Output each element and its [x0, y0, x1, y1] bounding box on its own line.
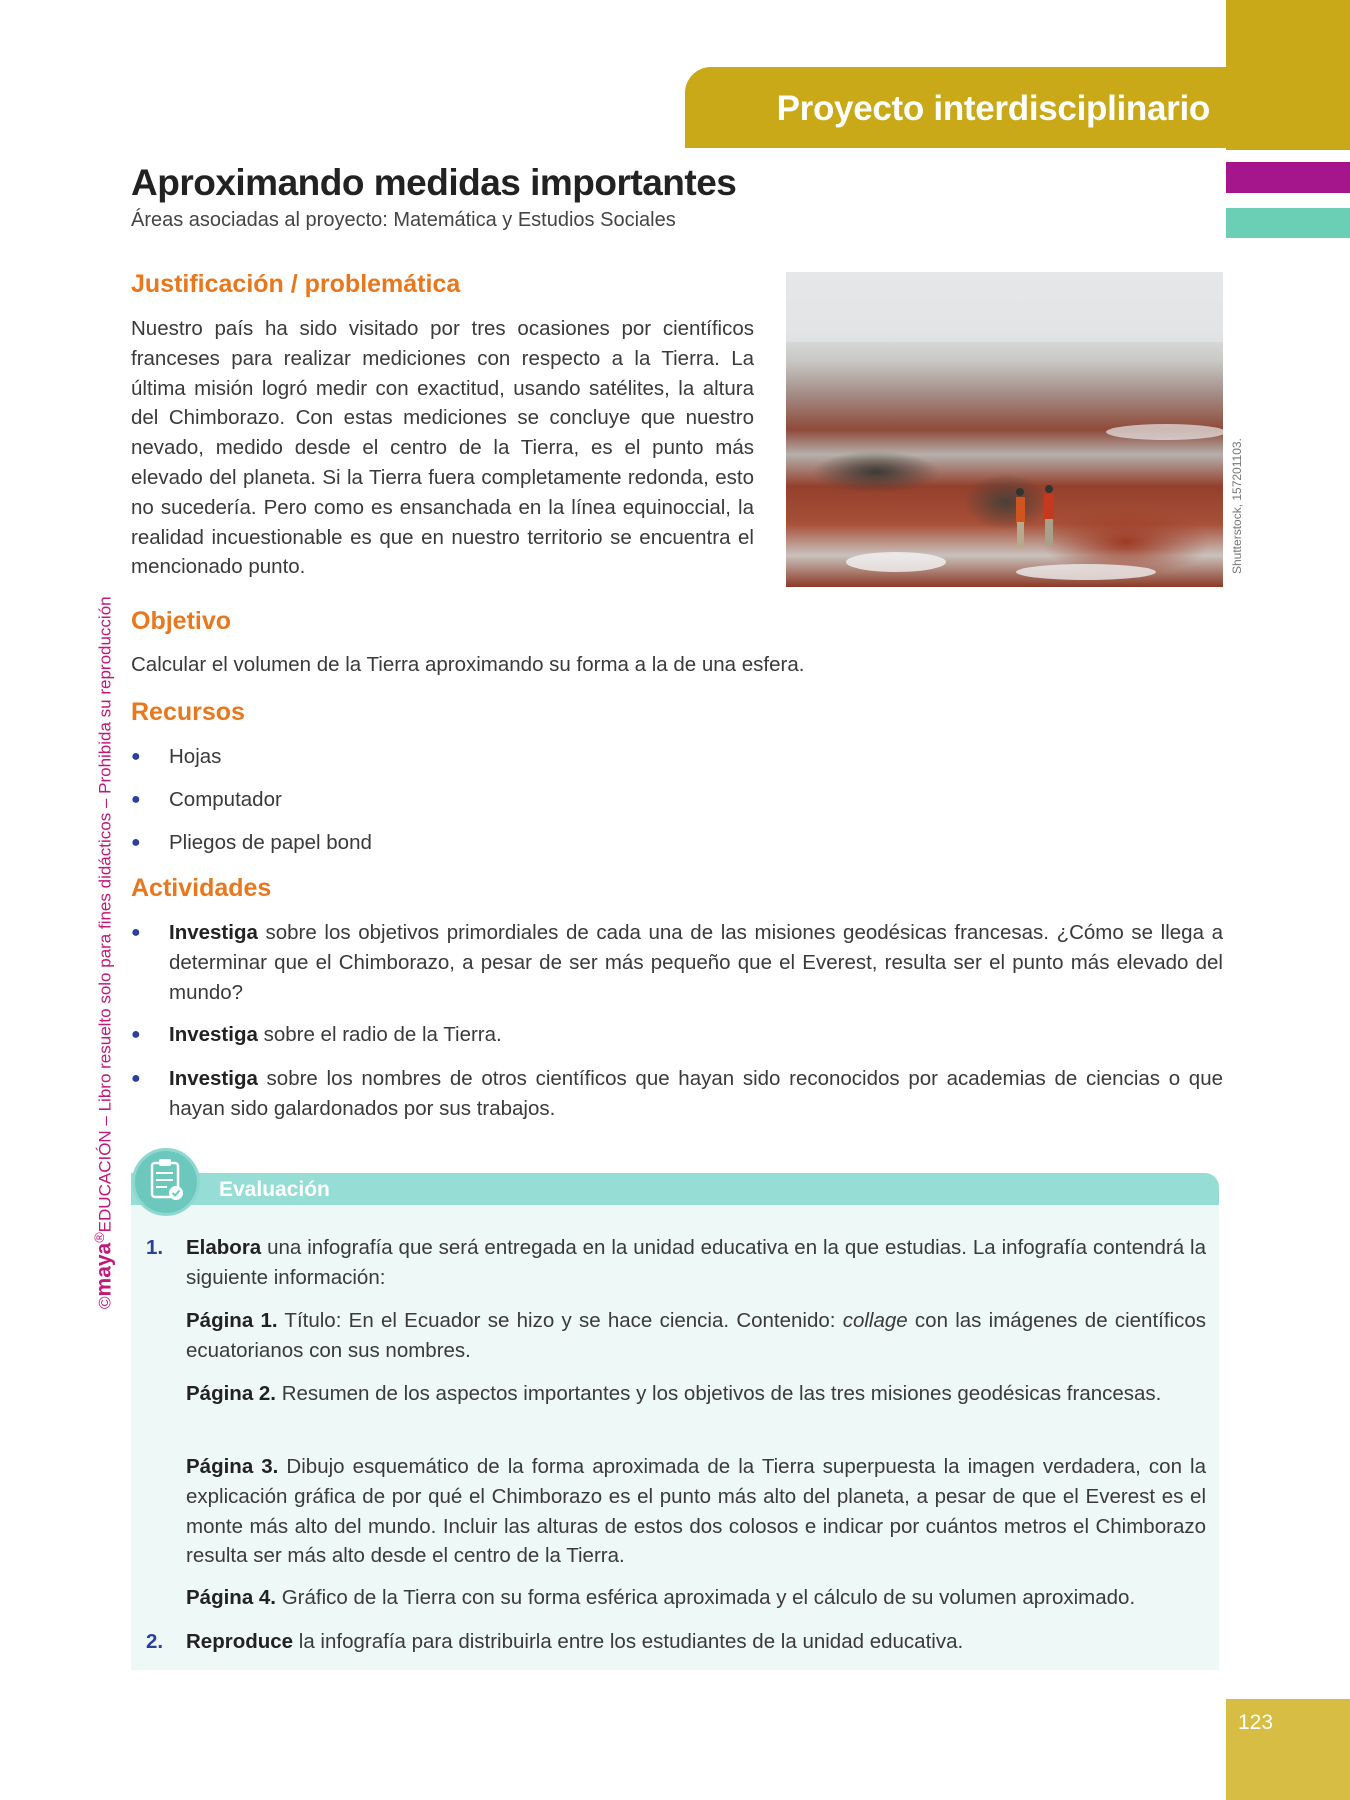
activity-text: sobre los objetivos primordiales de cada una de las misiones geodésicas francesas. ¿Cómo se llega a determinar que el Chimborazo, a pesar de ser más pequeño que el Everest, resulta ser el punto más elevado del mundo? [169, 921, 1223, 1004]
page-text: con las imágenes de científicos ecuatorianos con sus nombres. [186, 1309, 1206, 1362]
item-verb: Reproduce [186, 1630, 294, 1653]
chimborazo-photo [786, 272, 1223, 587]
page-spec [146, 1583, 1206, 1613]
activity-text: sobre los nombres de otros científicos que hayan sido reconocidos por academias de ciencias o que hayan sido galardonados por sus trabajos. [169, 1067, 1223, 1120]
activity-item [131, 918, 1223, 1007]
page-label: Página 3. [186, 1455, 279, 1478]
registered-mark: ® [92, 1232, 108, 1243]
bullet-icon: ● [131, 1070, 141, 1087]
page-text: Gráfico de la Tierra con su forma esférica aproximada y el cálculo de su volumen aproximado. [276, 1586, 1136, 1609]
list-item: ● Computador [131, 785, 1223, 815]
evaluation-header [131, 1173, 1219, 1205]
hikers-illustration [786, 272, 1223, 587]
activity-item [131, 1020, 1223, 1050]
item-number: 1. [146, 1236, 164, 1259]
page-title: Aproximando medidas importantes [131, 162, 737, 203]
activity-verb: Investiga [169, 921, 258, 944]
page-label: Página 2. [186, 1382, 277, 1405]
list-item: ● Hojas [131, 742, 1223, 772]
magenta-accent [1226, 162, 1350, 193]
copyright-symbol: © [95, 1296, 115, 1309]
photo-credit: Shutterstock, 157201103. [1230, 438, 1244, 574]
activity-item [131, 1064, 1223, 1124]
maya-logo: maya [92, 1242, 116, 1297]
page-spec [146, 1306, 1206, 1366]
clipboard-check-icon [132, 1148, 200, 1216]
item-text: la infografía para distribuirla entre los estudiantes de la unidad educativa. [293, 1630, 964, 1653]
page-subtitle: Áreas asociadas al proyecto: Matemática y Estudios Sociales [131, 209, 676, 231]
section-banner [685, 67, 1226, 148]
page-label: Página 4. [186, 1586, 277, 1609]
item-text: una infografía que será entregada en la unidad educativa en la que estudias. La infografía contendrá la siguiente información: [186, 1236, 1206, 1289]
page-label: Página 1. [186, 1309, 278, 1332]
evaluation-heading: Evaluación [219, 1178, 330, 1201]
activity-verb: Investiga [169, 1023, 258, 1046]
copyright-text: EDUCACIÓN – Libro resuelto solo para fines didácticos – Prohibida su reproducción [95, 596, 115, 1233]
item-number: 2. [146, 1630, 164, 1653]
actividades-heading: Actividades [131, 874, 272, 902]
page-spec [146, 1379, 1206, 1409]
copyright-notice [92, 596, 117, 1309]
activity-verb: Investiga [169, 1067, 258, 1090]
bullet-icon: ● [131, 791, 141, 808]
evaluation-item [146, 1627, 1206, 1657]
banner-title: Proyecto interdisciplinario [776, 89, 1210, 128]
bullet-icon: ● [131, 834, 141, 851]
activity-text: sobre el radio de la Tierra. [257, 1023, 502, 1046]
justificacion-heading: Justificación / problemática [131, 270, 461, 298]
bullet-icon: ● [131, 1026, 141, 1043]
item-verb: Elabora [186, 1236, 262, 1259]
bullet-icon: ● [131, 748, 141, 765]
objetivo-text: Calcular el volumen de la Tierra aproximando su forma a la de una esfera. [131, 653, 805, 676]
evaluation-item [146, 1233, 1206, 1293]
page-text: Dibujo esquemático de la forma aproximada de la Tierra superpuesta la imagen verdadera, con la explicación gráfica de por qué el Chimborazo es el punto más alto del planeta, a pesar de que el Everest es el monte más alto del mundo. Incluir las alturas de estos dos colosos e indicar por cuántos metros el Chimborazo resulta ser más alto desde el centro de la Tierra. [186, 1455, 1206, 1568]
recursos-heading: Recursos [131, 698, 245, 726]
page-italic: collage [842, 1309, 908, 1332]
objetivo-heading: Objetivo [131, 607, 232, 635]
page-text: Resumen de los aspectos importantes y los objetivos de las tres misiones geodésicas francesas. [276, 1382, 1162, 1405]
teal-accent [1226, 208, 1350, 238]
page-number: 123 [1238, 1711, 1274, 1734]
page-number-box [1226, 1699, 1350, 1800]
page-spec [146, 1452, 1206, 1571]
justificacion-text: Nuestro país ha sido visitado por tres ocasiones por científicos franceses para realizar mediciones con respecto a la Tierra. La última misión logró medir con exactitud, usando satélites, la altura del Chimborazo. Con estas mediciones se concluye que nuestro nevado, medido desde el centro de la Tierra, es el punto más elevado del planeta. Si la Tierra fuera completamente redonda, esto no sucedería. Pero como es ensanchada en la línea equinoccial, la realidad incuestionable es que en nuestro territorio se encuentra el mencionado punto. [131, 317, 754, 579]
page-text: Título: En el Ecuador se hizo y se hace ciencia. Contenido: [277, 1309, 843, 1332]
list-item: ● Pliegos de papel bond [131, 828, 1223, 858]
bullet-icon: ● [131, 924, 141, 941]
corner-accent [1226, 0, 1350, 150]
